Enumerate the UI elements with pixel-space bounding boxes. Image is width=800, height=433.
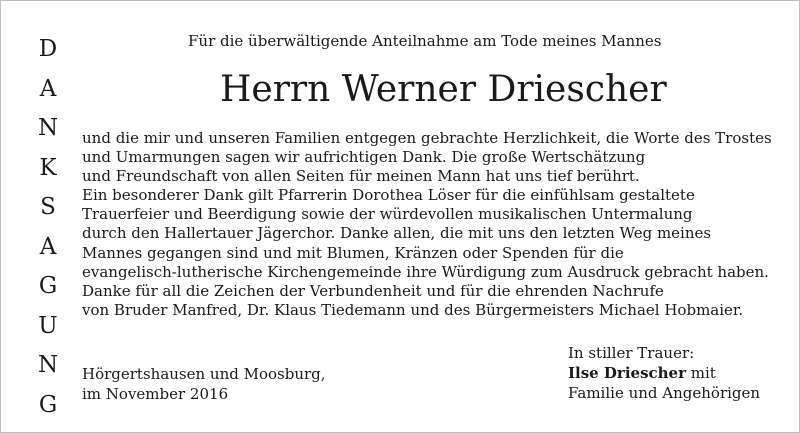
signature-name-line <box>568 363 760 383</box>
signature-block <box>568 343 760 403</box>
body-line: Trauerfeier und Beerdigung sowie der würdevollen musikalischen Untermalung <box>82 205 693 224</box>
body-line: von Bruder Manfred, Dr. Klaus Tiedemann und des Bürgermeisters Michael Hobmaier. <box>82 300 744 319</box>
heading-letter: G <box>38 391 58 418</box>
heading-letter: K <box>39 154 57 181</box>
body-line: und Freundschaft von allen Seiten für meinen Mann hat uns tief berührt. <box>82 167 640 186</box>
date: im November 2016 <box>82 385 229 403</box>
signature-family: Familie und Angehörigen <box>568 384 761 402</box>
heading-letter: A <box>39 233 57 260</box>
thanks-body <box>82 129 772 320</box>
heading-letter: G <box>38 273 58 299</box>
body-line: und Umarmungen sagen wir aufrichtigen Dank. Die große Wertschätzung <box>82 148 646 167</box>
body-line: durch den Hallertauer Jägerchor. Danke allen, die mit uns den letzten Weg meines <box>82 224 712 243</box>
heading-letter: D <box>38 36 58 62</box>
place: Hörgertshausen und Moosburg, <box>82 365 326 383</box>
heading-letter: N <box>37 115 59 141</box>
deceased-name: Herrn Werner Driescher <box>220 69 667 110</box>
signatory-name: Ilse Driescher <box>568 364 687 382</box>
intro-line: Für die überwältigende Anteilnahme am Tode meines Mannes <box>188 32 662 50</box>
heading-letter: A <box>39 75 57 102</box>
body-line: Danke für all die Zeichen der Verbundenheit und für die ehrenden Nachrufe <box>82 281 664 300</box>
vertical-heading <box>36 30 60 425</box>
body-line: Mannes gegangen sind und mit Blumen, Kränzen oder Spenden für die <box>82 243 624 262</box>
place-date <box>82 364 326 404</box>
signatory-suffix: mit <box>686 364 716 382</box>
heading-letter: U <box>38 312 58 339</box>
body-line: evangelisch-lutherische Kirchengemeinde ihre Würdigung zum Ausdruck gebracht haben. <box>82 262 769 281</box>
body-line: Ein besonderer Dank gilt Pfarrerin Dorothea Löser für die einfühlsam gestaltete <box>82 186 695 205</box>
body-line: und die mir und unseren Familien entgegen gebrachte Herzlichkeit, die Worte des Trostes <box>82 129 772 147</box>
signature-heading: In stiller Trauer: <box>568 344 695 362</box>
heading-letter: S <box>40 194 56 220</box>
heading-letter: N <box>37 352 59 378</box>
